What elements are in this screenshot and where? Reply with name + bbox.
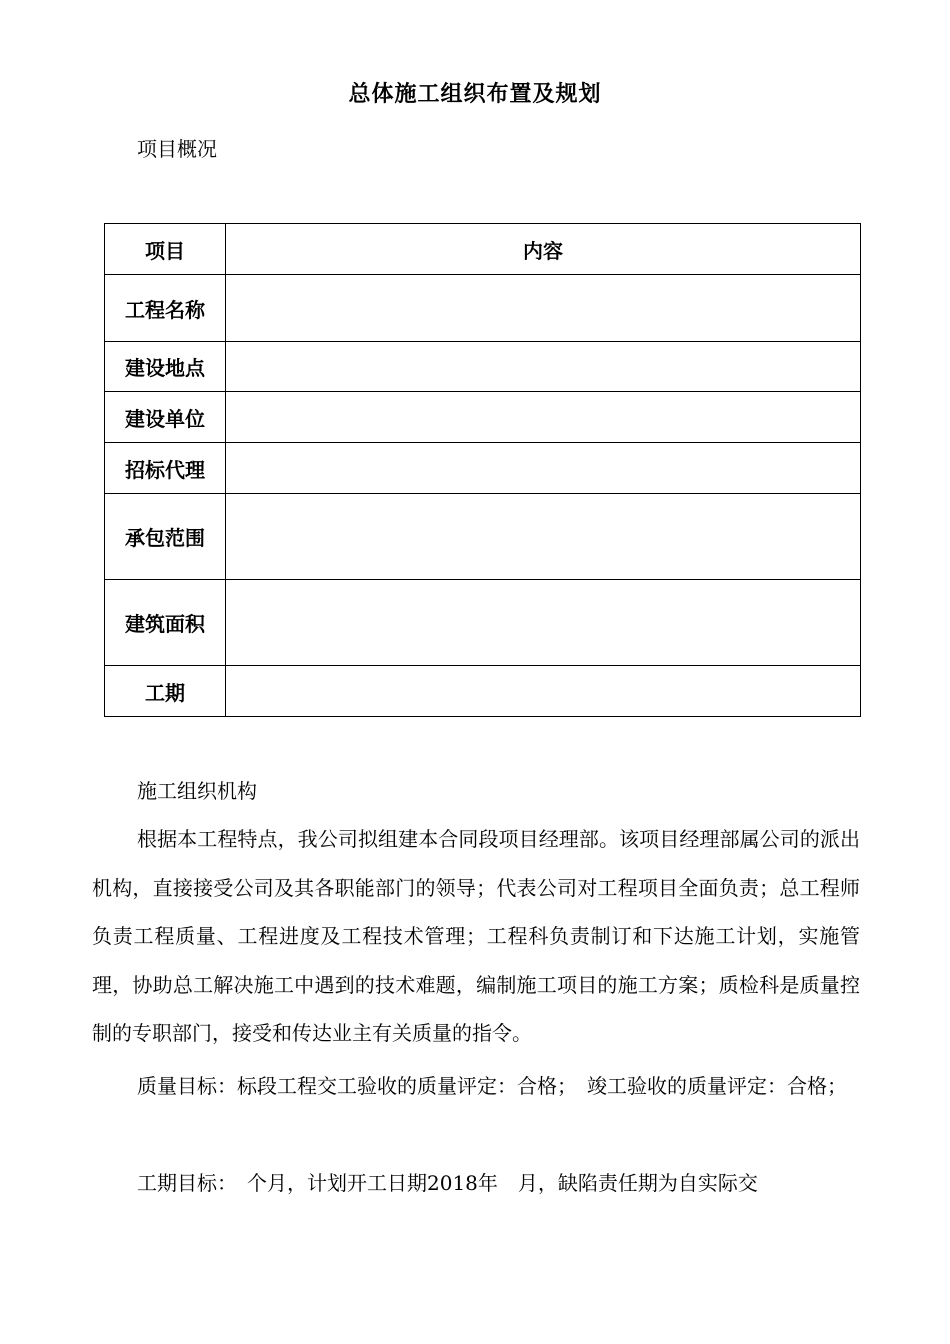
table-row (105, 342, 861, 392)
document-title: 总体施工组织布置及规划 (348, 82, 602, 107)
row-label: 建设单位 (105, 392, 226, 443)
row-label: 建筑面积 (105, 580, 226, 666)
row-value (226, 666, 861, 717)
paragraph-organization: 根据本工程特点，我公司拟组建本合同段项目经理部。该项目经理部属公司的派出机构，直接接受公司及其各职能部门的领导；代表公司对工程项目全面负责；总工程师负责工程质量、工程进度及工程技术管理；工程科负责制订和下达施工计划，实施管理，协助总工解决施工中遇到的技术难题，编制施工项目的施工方案；质检科是质量控制的专职部门，接受和传达业主有关质量的指令。 (92, 827, 860, 1045)
section-heading-overview: 项目概况 (137, 137, 217, 161)
table-row (105, 494, 861, 580)
row-value (226, 580, 861, 666)
row-value (226, 342, 861, 392)
table-row (105, 443, 861, 494)
row-value (226, 494, 861, 580)
paragraph-quality-target: 质量目标：标段工程交工验收的质量评定：合格； 竣工验收的质量评定：合格； (137, 1074, 847, 1098)
header-content: 内容 (226, 224, 861, 275)
row-value (226, 275, 861, 342)
row-label: 招标代理 (105, 443, 226, 494)
table-header-row (105, 224, 861, 275)
row-value (226, 443, 861, 494)
table-row (105, 580, 861, 666)
header-item: 项目 (105, 224, 226, 275)
paragraph-schedule-target: 工期目标： 个月，计划开工日期2018年 月，缺陷责任期为自实际交 (137, 1171, 758, 1195)
table-row (105, 275, 861, 342)
row-label: 承包范围 (105, 494, 226, 580)
table-row (105, 666, 861, 717)
table-row (105, 392, 861, 443)
row-label: 工程名称 (105, 275, 226, 342)
section-heading-organization: 施工组织机构 (137, 779, 257, 803)
row-value (226, 392, 861, 443)
row-label: 建设地点 (105, 342, 226, 392)
project-info-table (104, 223, 861, 717)
row-label: 工期 (105, 666, 226, 717)
